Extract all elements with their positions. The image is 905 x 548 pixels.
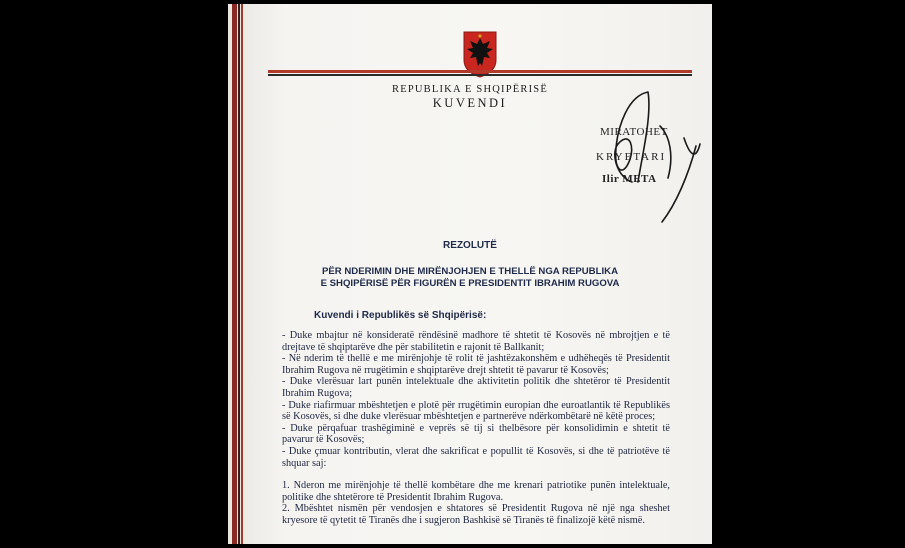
approval-role: KRYETARI [596,151,667,163]
document-title: REZOLUTË [443,240,497,251]
assembly-name: KUVENDI [432,96,508,110]
decision: 1. Nderon me mirënjohje të thellë kombëtare dhe me krenari patriotike punën intelektuale, politike dhe shtetërore të Presidentit Ibrahim Rugova. [282,480,670,503]
resolution-body [282,330,670,527]
approval-word: MIRATOHET [600,126,668,138]
header-rule-red [268,70,692,73]
clause: - Duke çmuar kontributin, vlerat dhe sakrificat e popullit të Kosovës, si dhe të patriotëve të shquar saj: [282,445,670,469]
clause: - Në nderim të thellë e me mirënjohje të rolit të jashtëzakonshëm e udhëheqës të Presidentit Ibrahim Rugova në rrugëtimin e shqiptarëve drejt shtetit të pavarur të Kosovës; [282,353,670,376]
signature-icon [588,86,708,226]
republic-name: REPUBLIKA E SHQIPËRISË [392,84,548,95]
document-subtitle: PËR NDERIMIN DHE MIRËNJOHJEN E THELLË NGA REPUBLIKA [321,266,618,277]
clause: - Duke mbajtur në konsideratë rëndësinë madhore të shtetit të Kosovës në mbrojtjen e të drejtave të shqiptarëve dhe për stabilitetin e rajonit të Ballkanit; [282,330,670,353]
clause: - Duke vlerësuar lart punën intelektuale dhe aktivitetin politik dhe shtetëror të Presidentit Ibrahim Rugova; [282,376,670,399]
decision: 2. Mbështet nismën për vendosjen e shtatores së Presidentit Rugova në një nga sheshet kryesore të qytetit të Tiranës dhe i sugjeron Bashkisë së Tiranës të finalizojë këtë nismë. [282,503,670,526]
resolution-lead: Kuvendi i Republikës së Shqipërisë: [314,310,487,321]
approval-name: Ilir META [602,173,657,185]
header-rule-black [268,74,692,76]
document-page [228,4,712,544]
clause: - Duke riafirmuar mbështetjen e plotë për rrugëtimin europian dhe euroatlantik të Republikës së Kosovës, si dhe duke vlerësuar mbështetjen e partnerëve ndërkombëtarë në këtë proces; [282,399,670,423]
clause: - Duke përqafuar trashëgiminë e veprës së tij si thelbësore për konsolidimin e shtetit të pavarur të Kosovës; [282,422,670,446]
document-subtitle: E SHQIPËRISË PËR FIGURËN E PRESIDENTIT IBRAHIM RUGOVA [320,278,620,289]
